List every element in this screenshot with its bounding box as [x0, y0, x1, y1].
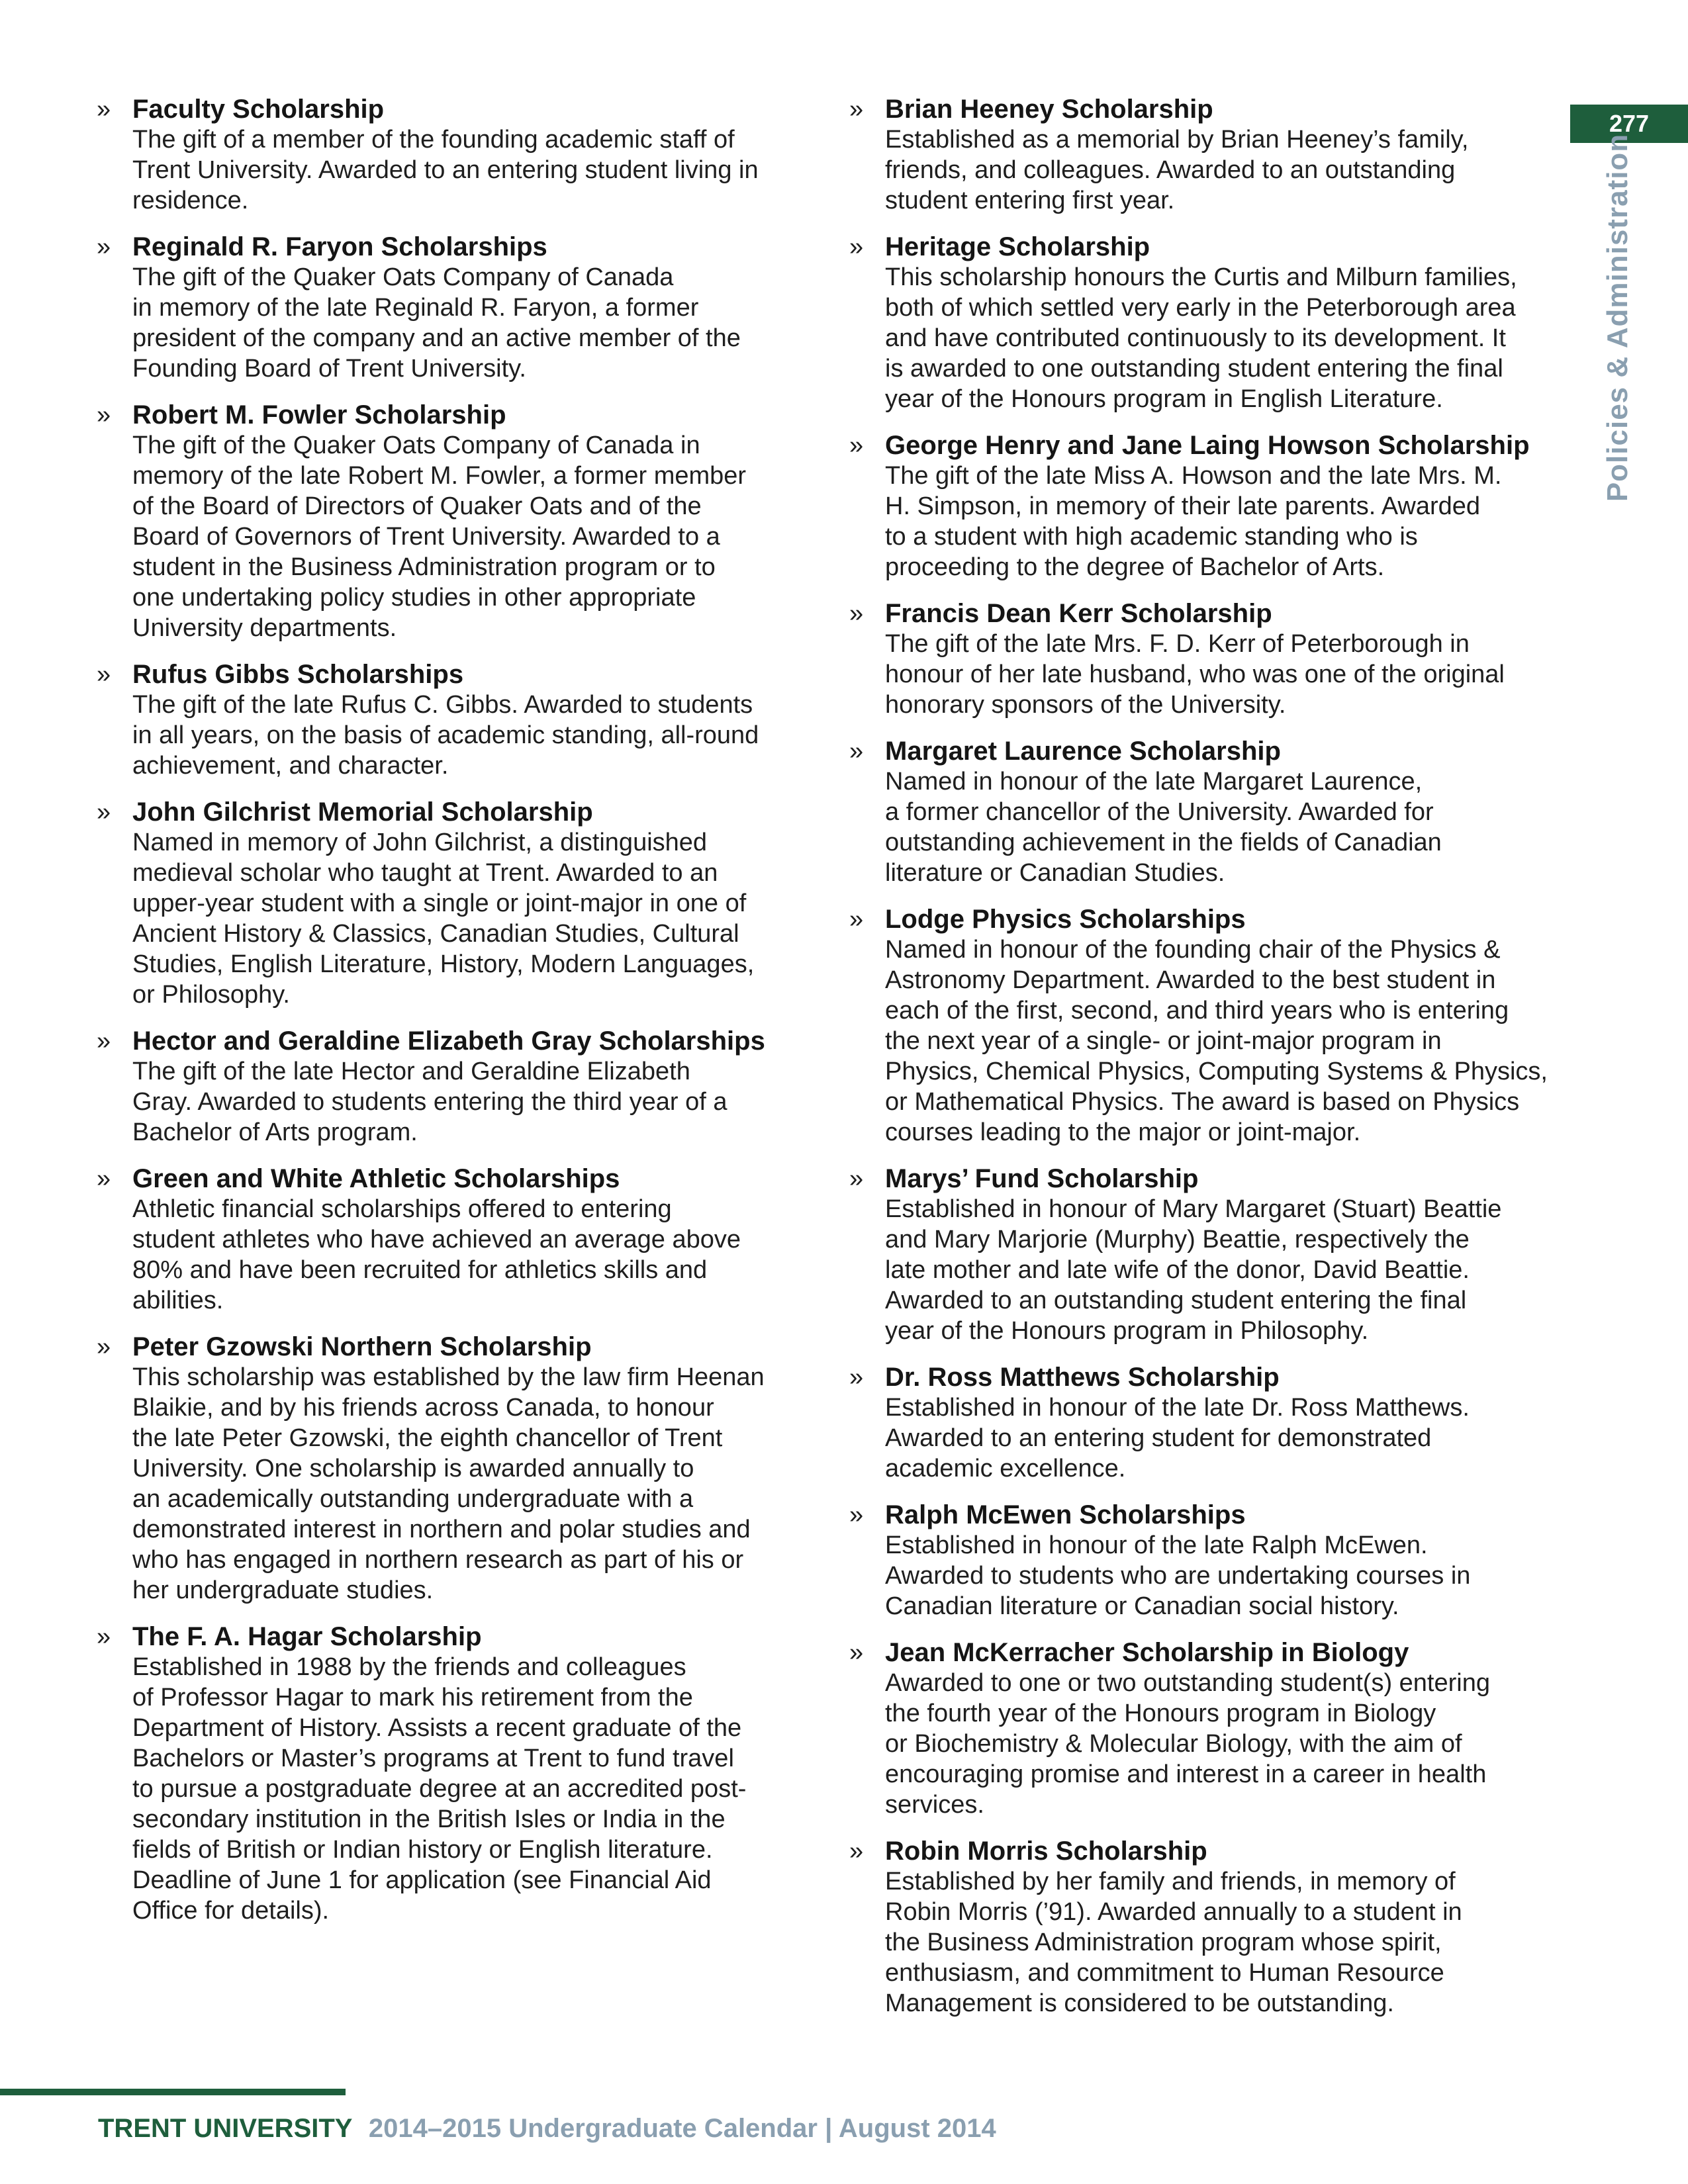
bullet-icon: »	[849, 1639, 864, 1666]
description-line: abilities.	[132, 1287, 224, 1314]
scholarship-title: Robert M. Fowler Scholarship	[132, 400, 506, 430]
scholarship-entry	[845, 1500, 1567, 1621]
description-line: literature or Canadian Studies.	[885, 859, 1225, 887]
scholarship-description	[132, 1362, 808, 1606]
description-line: each of the first, second, and third years who is entering	[885, 997, 1509, 1024]
bullet-icon: »	[97, 95, 111, 123]
description-line: Established in honour of the late Dr. Ross Matthews.	[885, 1394, 1470, 1422]
description-line: honour of her late husband, who was one of the original	[885, 660, 1505, 688]
description-line: Astronomy Department. Awarded to the best student in	[885, 966, 1496, 994]
description-line: This scholarship honours the Curtis and Milburn families,	[885, 263, 1517, 291]
description-line: Canadian literature or Canadian social history.	[885, 1592, 1399, 1620]
description-line: to pursue a postgraduate degree at an accredited post-	[132, 1775, 747, 1803]
scholarship-title: Reginald R. Faryon Scholarships	[132, 232, 547, 261]
scholarship-title: Francis Dean Kerr Scholarship	[885, 599, 1272, 628]
scholarship-entry	[93, 232, 808, 384]
description-line: Named in honour of the late Margaret Laurence,	[885, 768, 1423, 796]
description-line: The gift of the late Hector and Geraldine Elizabeth	[132, 1058, 690, 1085]
scholarship-description	[132, 1194, 808, 1316]
scholarship-entry	[845, 232, 1567, 414]
bullet-icon: »	[97, 401, 111, 429]
description-line: a former chancellor of the University. Awarded for	[885, 798, 1434, 826]
scholarship-title: Robin Morris Scholarship	[885, 1837, 1207, 1866]
scholarship-entry	[845, 736, 1567, 888]
description-line: enthusiasm, and commitment to Human Resource	[885, 1959, 1444, 1987]
scholarship-entry	[845, 94, 1567, 216]
scholarship-title: Peter Gzowski Northern Scholarship	[132, 1332, 592, 1361]
description-line: Established as a memorial by Brian Heeney’s family,	[885, 126, 1469, 154]
bullet-icon: »	[849, 1501, 864, 1529]
description-line: H. Simpson, in memory of their late parents. Awarded	[885, 492, 1481, 520]
bullet-icon: »	[97, 660, 111, 688]
footer	[98, 2109, 996, 2148]
scholarship-entry	[845, 904, 1567, 1148]
bullet-icon: »	[849, 600, 864, 627]
description-line: courses leading to the major or joint-major.	[885, 1118, 1361, 1146]
bullet-icon: »	[849, 432, 864, 459]
description-line: Named in memory of John Gilchrist, a distinguished	[132, 829, 708, 856]
bullet-icon: »	[849, 95, 864, 123]
scholarship-description	[885, 1866, 1567, 2019]
bullet-icon: »	[849, 1165, 864, 1193]
scholarship-title: Hector and Geraldine Elizabeth Gray Scholarships	[132, 1026, 765, 1056]
description-line: Awarded to students who are undertaking courses in	[885, 1562, 1471, 1590]
description-line: This scholarship was established by the law firm Heenan	[132, 1363, 765, 1391]
description-line: upper-year student with a single or joint-major in one of	[132, 889, 747, 917]
description-line: fields of British or Indian history or English literature.	[132, 1836, 713, 1864]
description-line: Studies, English Literature, History, Modern Languages,	[132, 950, 755, 978]
scholarship-title: Margaret Laurence Scholarship	[885, 737, 1281, 766]
description-line: who has engaged in northern research as part of his or	[132, 1546, 744, 1574]
description-line: Bachelors or Master’s programs at Trent to fund travel	[132, 1745, 734, 1772]
description-line: in all years, on the basis of academic standing, all-round	[132, 721, 759, 749]
scholarship-description	[885, 934, 1567, 1148]
right-column	[845, 94, 1567, 2034]
scholarship-title: Ralph McEwen Scholarships	[885, 1500, 1246, 1529]
scholarship-description	[885, 629, 1567, 720]
scholarship-entry	[93, 1026, 808, 1148]
scholarship-description	[885, 1530, 1567, 1621]
scholarship-entry	[93, 400, 808, 643]
scholarship-title: Marys’ Fund Scholarship	[885, 1164, 1199, 1193]
description-line: outstanding achievement in the fields of Canadian	[885, 829, 1442, 856]
scholarship-title: The F. A. Hagar Scholarship	[132, 1622, 482, 1651]
description-line: and have contributed continuously to its development. It	[885, 324, 1506, 352]
description-line: Physics, Chemical Physics, Computing Systems & Physics,	[885, 1058, 1548, 1085]
description-line: Ancient History & Classics, Canadian Studies, Cultural	[132, 920, 739, 948]
footer-university-name: TRENT UNIVERSITY	[98, 2114, 352, 2143]
description-line: student athletes who have achieved an average above	[132, 1226, 741, 1253]
description-line: residence.	[132, 187, 249, 214]
description-line: Established in honour of the late Ralph McEwen.	[885, 1531, 1428, 1559]
description-line: 80% and have been recruited for athletics skills and	[132, 1256, 708, 1284]
bullet-icon: »	[97, 1623, 111, 1651]
scholarship-description	[132, 430, 808, 643]
bullet-icon: »	[849, 233, 864, 261]
scholarship-entry	[93, 1163, 808, 1316]
scholarship-description	[885, 1194, 1567, 1346]
description-line: Established in 1988 by the friends and colleagues	[132, 1653, 686, 1681]
scholarship-entry	[845, 1362, 1567, 1484]
scholarship-description	[885, 262, 1567, 414]
bullet-icon: »	[849, 1363, 864, 1391]
description-line: an academically outstanding undergraduate with a	[132, 1485, 694, 1513]
scholarship-description	[885, 124, 1567, 216]
description-line: in memory of the late Reginald R. Faryon, a former	[132, 294, 699, 322]
scholarship-entry	[845, 430, 1567, 582]
description-line: or Biochemistry & Molecular Biology, with the aim of	[885, 1730, 1462, 1758]
description-line: The gift of the late Rufus C. Gibbs. Awarded to students	[132, 691, 753, 719]
description-line: services.	[885, 1791, 984, 1819]
description-line: Trent University. Awarded to an entering student living in	[132, 156, 759, 184]
description-line: The gift of the Quaker Oats Company of Canada in	[132, 432, 700, 459]
scholarship-description	[885, 1392, 1567, 1484]
section-side-label: Policies & Administration	[1601, 133, 1634, 502]
scholarship-entry	[93, 1621, 808, 1926]
description-line: University departments.	[132, 614, 397, 642]
scholarship-title: Lodge Physics Scholarships	[885, 905, 1246, 934]
scholarship-description	[132, 1652, 808, 1926]
description-line: or Philosophy.	[132, 981, 290, 1009]
description-line: Founding Board of Trent University.	[132, 355, 526, 383]
description-line: The gift of the late Mrs. F. D. Kerr of Peterborough in	[885, 630, 1470, 658]
scholarship-description	[885, 461, 1567, 582]
description-line: of Professor Hagar to mark his retirement from the	[132, 1684, 693, 1711]
description-line: University. One scholarship is awarded annually to	[132, 1455, 694, 1482]
description-line: of the Board of Directors of Quaker Oats and of the	[132, 492, 702, 520]
bullet-icon: »	[97, 1027, 111, 1055]
scholarship-entry	[93, 94, 808, 216]
description-line: memory of the late Robert M. Fowler, a former member	[132, 462, 747, 490]
scholarship-title: Faculty Scholarship	[132, 95, 385, 124]
description-line: year of the Honours program in English Literature.	[885, 385, 1443, 413]
description-line: friends, and colleagues. Awarded to an outstanding	[885, 156, 1456, 184]
description-line: student in the Business Administration program or to	[132, 553, 716, 581]
scholarship-title: George Henry and Jane Laing Howson Scholarship	[885, 431, 1530, 460]
bullet-icon: »	[849, 737, 864, 765]
description-line: medieval scholar who taught at Trent. Awarded to an	[132, 859, 718, 887]
description-line: academic excellence.	[885, 1455, 1126, 1482]
description-line: is awarded to one outstanding student entering the final	[885, 355, 1503, 383]
description-line: proceeding to the degree of Bachelor of Arts.	[885, 553, 1385, 581]
scholarship-title: John Gilchrist Memorial Scholarship	[132, 797, 593, 827]
footer-rule	[0, 2089, 346, 2095]
scholarship-entry	[93, 797, 808, 1010]
description-line: Bachelor of Arts program.	[132, 1118, 418, 1146]
scholarship-description	[132, 124, 808, 216]
scholarship-entry	[845, 1163, 1567, 1346]
description-line: year of the Honours program in Philosophy.	[885, 1317, 1369, 1345]
description-line: the fourth year of the Honours program in Biology	[885, 1700, 1436, 1727]
left-column	[93, 94, 808, 1942]
description-line: one undertaking policy studies in other appropriate	[132, 584, 696, 612]
description-line: and Mary Marjorie (Murphy) Beattie, respectively the	[885, 1226, 1470, 1253]
scholarship-description	[885, 766, 1567, 888]
description-line: Awarded to one or two outstanding student(s) entering	[885, 1669, 1490, 1697]
scholarship-description	[885, 1668, 1567, 1820]
description-line: Blaikie, and by his friends across Canada, to honour	[132, 1394, 714, 1422]
scholarship-entry	[93, 1332, 808, 1606]
description-line: Athletic financial scholarships offered to entering	[132, 1195, 672, 1223]
scholarship-entry	[845, 1836, 1567, 2019]
description-line: Awarded to an outstanding student entering the final	[885, 1287, 1467, 1314]
footer-calendar-title: 2014–2015 Undergraduate Calendar | August 2014	[368, 2114, 996, 2143]
description-line: Robin Morris (’91). Awarded annually to a student in	[885, 1898, 1462, 1926]
bullet-icon: »	[97, 798, 111, 826]
description-line: achievement, and character.	[132, 752, 449, 780]
scholarship-description	[132, 690, 808, 781]
scholarship-description	[132, 1056, 808, 1148]
description-line: the late Peter Gzowski, the eighth chancellor of Trent	[132, 1424, 723, 1452]
bullet-icon: »	[97, 1165, 111, 1193]
scholarship-title: Brian Heeney Scholarship	[885, 95, 1213, 124]
description-line: president of the company and an active member of the	[132, 324, 741, 352]
scholarship-title: Green and White Athletic Scholarships	[132, 1164, 620, 1193]
description-line: Office for details).	[132, 1897, 330, 1925]
scholarship-title: Heritage Scholarship	[885, 232, 1150, 261]
scholarship-entry	[845, 598, 1567, 720]
description-line: Named in honour of the founding chair of the Physics &	[885, 936, 1501, 964]
description-line: Gray. Awarded to students entering the third year of a	[132, 1088, 727, 1116]
description-line: late mother and late wife of the donor, David Beattie.	[885, 1256, 1470, 1284]
description-line: secondary institution in the British Isles or India in the	[132, 1805, 726, 1833]
description-line: Awarded to an entering student for demonstrated	[885, 1424, 1432, 1452]
bullet-icon: »	[97, 1333, 111, 1361]
scholarship-description	[132, 827, 808, 1010]
description-line: The gift of a member of the founding academic staff of	[132, 126, 735, 154]
description-line: the next year of a single- or joint-major program in	[885, 1027, 1442, 1055]
description-line: Department of History. Assists a recent graduate of the	[132, 1714, 742, 1742]
description-line: demonstrated interest in northern and polar studies and	[132, 1516, 751, 1543]
description-line: Established in honour of Mary Margaret (Stuart) Beattie	[885, 1195, 1502, 1223]
description-line: the Business Administration program whose spirit,	[885, 1929, 1442, 1956]
page-number: 277	[1570, 105, 1688, 143]
description-line: Deadline of June 1 for application (see Financial Aid	[132, 1866, 712, 1894]
scholarship-entry	[845, 1637, 1567, 1820]
scholarship-title: Dr. Ross Matthews Scholarship	[885, 1363, 1280, 1392]
scholarship-description	[132, 262, 808, 384]
scholarship-title: Rufus Gibbs Scholarships	[132, 660, 464, 689]
description-line: The gift of the Quaker Oats Company of Canada	[132, 263, 674, 291]
description-line: Established by her family and friends, in memory of	[885, 1868, 1456, 1895]
bullet-icon: »	[849, 905, 864, 933]
description-line: Management is considered to be outstanding.	[885, 1989, 1394, 2017]
description-line: her undergraduate studies.	[132, 1576, 434, 1604]
description-line: both of which settled very early in the Peterborough area	[885, 294, 1516, 322]
description-line: encouraging promise and interest in a career in health	[885, 1760, 1487, 1788]
bullet-icon: »	[97, 233, 111, 261]
description-line: The gift of the late Miss A. Howson and the late Mrs. M.	[885, 462, 1502, 490]
description-line: to a student with high academic standing who is	[885, 523, 1418, 551]
bullet-icon: »	[849, 1837, 864, 1865]
description-line: honorary sponsors of the University.	[885, 691, 1286, 719]
description-line: Board of Governors of Trent University. Awarded to a	[132, 523, 720, 551]
scholarship-entry	[93, 659, 808, 781]
description-line: or Mathematical Physics. The award is based on Physics	[885, 1088, 1520, 1116]
description-line: student entering first year.	[885, 187, 1175, 214]
scholarship-title: Jean McKerracher Scholarship in Biology	[885, 1638, 1409, 1667]
